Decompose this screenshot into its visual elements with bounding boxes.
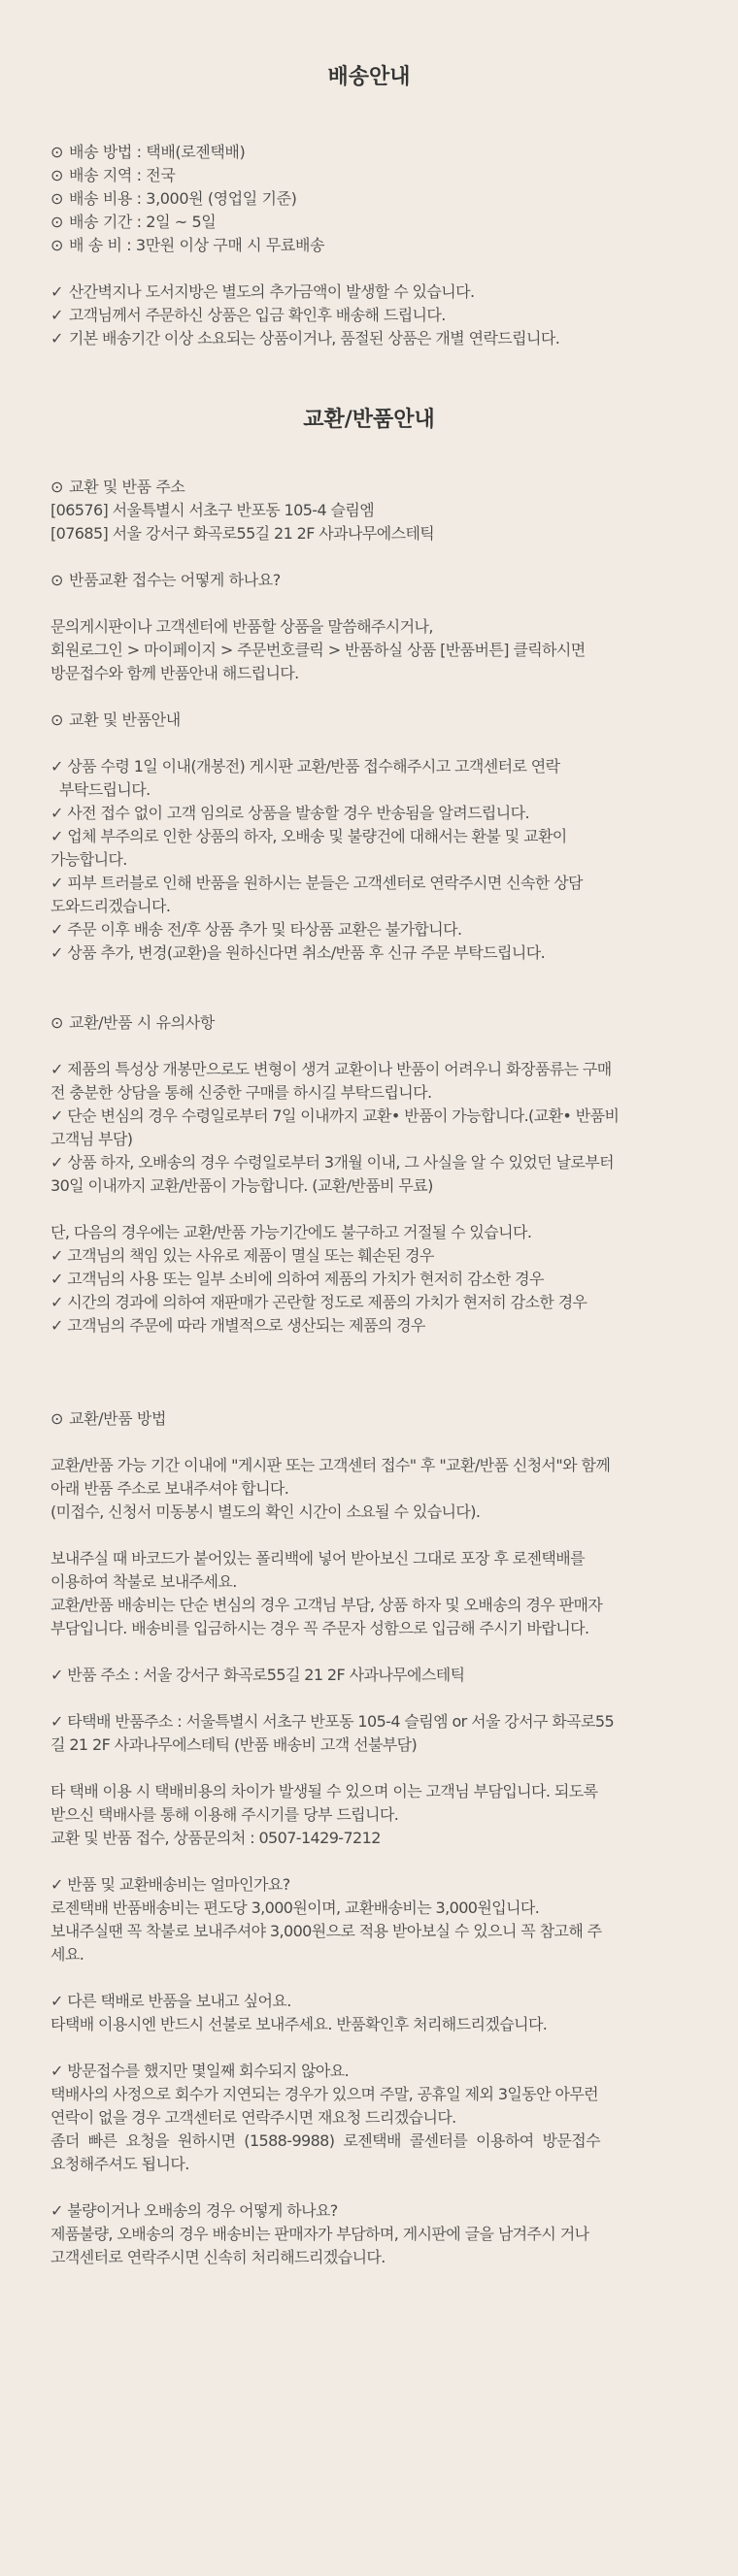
shipping-info-item: ⊙ 배송 비용 : 3,000원 (영업일 기준) [50,187,688,211]
guide-heading: ⊙ 교환 및 반품안내 [50,709,688,732]
exception-line: ✓ 시간의 경과에 의하여 재판매가 곤란할 정도로 제품의 가치가 현저히 감소한 경우 [50,1293,587,1311]
guide-line: 부탁드립니다. [50,780,151,799]
address-line: [07685] 서울 강서구 화곡로55길 21 2F 사과나무에스테틱 [50,524,435,543]
how-line: 회원로그인 > 마이페이지 > 주문번호클릭 > 반품하실 상품 [반품버튼] 클릭하시면 [50,641,586,659]
faq-question: ✓ 방문접수를 했지만 몇일째 회수되지 않아요. [50,2062,350,2080]
exception-line: ✓ 고객님의 책임 있는 사유로 제품이 멸실 또는 훼손된 경우 [50,1246,434,1265]
shipping-notes [50,281,688,350]
caution-line: 고객님 부담) [50,1130,133,1148]
return-method-block [50,1407,688,2269]
faq-answer: 좀더 빠른 요청을 원하시면 (1588-9988) 로젠택배 콜센터를 이용하여 방문접수 [50,2131,600,2150]
other-courier-line: 길 21 2F 사과나무에스테틱 (반품 배송비 고객 선불부담) [50,1735,418,1754]
other-courier-line: ✓ 타택배 반품주소 : 서울특별시 서초구 반포동 105-4 슬림엠 or 서울 강서구 화곡로55 [50,1712,615,1731]
faq-answer: 로젠택배 반품배송비는 편도당 3,000원이며, 교환배송비는 3,000원입니다. [50,1899,540,1917]
guide-line: ✓ 피부 트러블로 인해 반품을 원하시는 분들은 고객센터로 연락주시면 신속한 상담 [50,874,583,892]
circle-dot-icon: ⊙ [50,166,64,184]
shipping-info-item: ⊙ 배송 방법 : 택배(로젠택배) [50,141,688,164]
shipping-note: ✓ 산간벽지나 도서지방은 별도의 추가금액이 발생할 수 있습니다. [50,281,688,304]
how-line: 문의게시판이나 고객센터에 반품할 상품을 말씀해주시거나, [50,617,433,636]
method-line: 이용하여 착불로 보내주세요. [50,1572,237,1591]
faq-answer: 연락이 없을 경우 고객센터로 연락주시면 재요청 드리겠습니다. [50,2108,456,2127]
guide-line: ✓ 사전 접수 없이 고객 임의로 상품을 발송할 경우 반송됨을 알려드립니다. [50,804,529,822]
shipping-note: ✓ 기본 배송기간 이상 소요되는 상품이거나, 품절된 상품은 개별 연락드립니다. [50,327,688,350]
other-fee-line: 받으신 택배사를 통해 이용해 주시기를 당부 드립니다. [50,1805,399,1824]
faq-answer: 요청해주셔도 됩니다. [50,2155,189,2173]
faq-answer: 택배사의 사정으로 회수가 지연되는 경우가 있으며 주말, 공휴일 제외 3일동안 아무런 [50,2085,599,2103]
guide-line: 도와드리겠습니다. [50,897,171,915]
shipping-info-item: ⊙ 배 송 비 : 3만원 이상 구매 시 무료배송 [50,234,688,257]
caution-line: ✓ 제품의 특성상 개봉만으로도 변형이 생겨 교환이나 반품이 어려우니 화장품류는 구매 [50,1060,612,1078]
shipping-info-item: ⊙ 배송 기간 : 2일 ~ 5일 [50,211,688,234]
faq-answer: 제품불량, 오배송의 경우 배송비는 판매자가 부담하며, 게시판에 글을 남겨주시 거나 [50,2225,589,2243]
caution-heading: ⊙ 교환/반품 시 유의사항 [50,1011,688,1035]
faq-question: ✓ 불량이거나 오배송의 경우 어떻게 하나요? [50,2201,338,2220]
guide-line: 가능합니다. [50,850,127,869]
exception-line: ✓ 고객님의 주문에 따라 개별적으로 생산되는 제품의 경우 [50,1316,425,1335]
how-heading: ⊙ 반품교환 접수는 어떻게 하나요? [50,569,688,592]
faq-answer: 보내주실땐 꼭 착불로 보내주셔야 3,000원으로 적용 받아보실 수 있으니 꼭 참고해 주 [50,1922,602,1940]
exchange-title: 교환/반품안내 [303,408,435,432]
other-fee-line: 타 택배 이용 시 택배비용의 차이가 발생될 수 있으며 이는 고객님 부담입니다. 되도록 [50,1782,598,1800]
method-line: 교환/반품 배송비는 단순 변심의 경우 고객님 부담, 상품 하자 및 오배송의 경우 판매자 [50,1596,603,1614]
check-icon: ✓ [50,306,63,324]
circle-dot-icon: ⊙ [50,571,64,589]
caution-line: 전 충분한 상담을 통해 신중한 구매를 하시길 부탁드립니다. [50,1083,432,1102]
circle-dot-icon: ⊙ [50,478,64,496]
how-to-request-block [50,569,688,685]
circle-dot-icon: ⊙ [50,143,64,161]
exception-line: 단, 다음의 경우에는 교환/반품 가능기간에도 불구하고 거절될 수 있습니다. [50,1223,532,1241]
check-icon: ✓ [50,282,63,301]
faq-answer: 고객센터로 연락주시면 신속히 처리해드리겠습니다. [50,2248,386,2266]
exception-line: ✓ 고객님의 사용 또는 일부 소비에 의하여 제품의 가치가 현저히 감소한 경우 [50,1270,544,1288]
faq-question: ✓ 다른 택배로 반품을 보내고 싶어요. [50,1992,291,2010]
guide-line: ✓ 상품 수령 1일 이내(개봉전) 게시판 교환/반품 접수해주시고 고객센터로 연락 [50,757,560,776]
caution-line: ✓ 단순 변심의 경우 수령일로부터 7일 이내까지 교환• 반품이 가능합니다.(교환• 반품비 [50,1106,620,1125]
faq-answer: 세요. [50,1945,84,1964]
address-heading: ⊙ 교환 및 반품 주소 [50,476,688,499]
circle-dot-icon: ⊙ [50,236,64,254]
caution-line: ✓ 상품 하자, 오배송의 경우 수령일로부터 3개월 이내, 그 사실을 알 수 있었던 날로부터 [50,1153,614,1172]
method-line: 보내주실 때 바코드가 붙어있는 폴리백에 넣어 받아보신 그대로 포장 후 로젠택배를 [50,1549,585,1568]
method-line: 아래 반품 주소로 보내주셔야 합니다. [50,1479,289,1498]
guide-line: ✓ 상품 추가, 변경(교환)을 원하신다면 취소/반품 후 신규 주문 부탁드립니다. [50,943,546,962]
return-address-line: ✓ 반품 주소 : 서울 강서구 화곡로55길 21 2F 사과나무에스테틱 [50,1666,465,1684]
method-line: (미접수, 신청서 미동봉시 별도의 확인 시간이 소요될 수 있습니다). [50,1503,481,1521]
circle-dot-icon: ⊙ [50,1013,64,1032]
circle-dot-icon: ⊙ [50,1409,64,1428]
how-line: 방문접수와 함께 반품안내 해드립니다. [50,664,299,682]
guide-line: ✓ 주문 이후 배송 전/후 상품 추가 및 타상품 교환은 불가합니다. [50,920,462,939]
shipping-note: ✓ 고객님께서 주문하신 상품은 입금 확인후 배송해 드립니다. [50,304,688,327]
shipping-info-list [50,141,688,257]
shipping-title: 배송안내 [327,65,411,89]
method-heading: ⊙ 교환/반품 방법 [50,1407,688,1431]
circle-dot-icon: ⊙ [50,189,64,208]
circle-dot-icon: ⊙ [50,213,64,231]
caution-block [50,1011,688,1338]
return-address-block [50,476,688,545]
circle-dot-icon: ⊙ [50,710,64,729]
faq-question: ✓ 반품 및 교환배송비는 얼마인가요? [50,1875,290,1894]
guide-line: ✓ 업체 부주의로 인한 상품의 하자, 오배송 및 불량건에 대해서는 환불 및 교환이 [50,827,567,845]
shipping-info-item: ⊙ 배송 지역 : 전국 [50,164,688,187]
exchange-guide-block [50,709,688,965]
method-line: 교환/반품 가능 기간 이내에 "게시판 또는 고객센터 접수" 후 "교환/반품 신청서"와 함께 [50,1456,611,1474]
contact-line: 교환 및 반품 접수, 상품문의처 : 0507-1429-7212 [50,1829,381,1847]
caution-line: 30일 이내까지 교환/반품이 가능합니다. (교환/반품비 무료) [50,1176,433,1195]
address-line: [06576] 서울특별시 서초구 반포동 105-4 슬림엠 [50,501,375,519]
faq-answer: 타택배 이용시엔 반드시 선불로 보내주세요. 반품확인후 처리해드리겠습니다. [50,2015,548,2033]
method-line: 부담입니다. 배송비를 입금하시는 경우 꼭 주문자 성함으로 입금해 주시기 바랍니다. [50,1619,589,1637]
check-icon: ✓ [50,329,63,347]
